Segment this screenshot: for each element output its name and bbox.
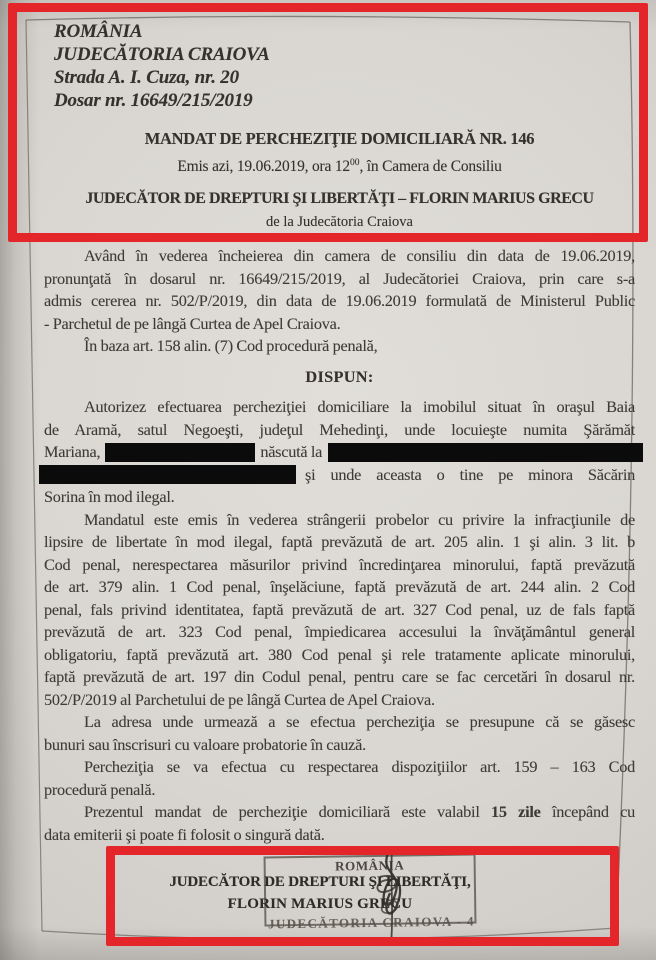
- text-line: Mandatul este emis în vederea strângerii probelor cu privire la infracţiunile de: [84, 509, 635, 529]
- text-line: pronunţată în dosarul nr. 16649/215/2019, al Judecătoriei Craiova, prin care s-a: [44, 268, 635, 288]
- text-line: Având în vederea încheierea din camera de consiliu din data de 19.06.2019,: [84, 246, 635, 265]
- redaction-bar: [39, 465, 296, 484]
- text-line: data emiterii şi poate fi folosit o singură dată.: [44, 824, 325, 844]
- text-line: 502/P/2019 al Parchetului de pe lângă Curtea de Apel Craiova.: [44, 689, 435, 709]
- text-line: lipsire de libertate în mod ilegal, faptă prevăzută de art. 205 alin. 1 şi alin. 3 lit. b: [44, 532, 635, 551]
- redaction-bar: [105, 443, 255, 462]
- redacted-text-line: [44, 441, 635, 464]
- text-line: Sorina în mod ilegal.: [44, 487, 175, 506]
- validity-period: 15 zile: [490, 802, 541, 821]
- text-fragment: începând cu: [552, 802, 636, 821]
- text-line: de Aramă, satul Negoeşti, judeţul Mehedinţi, unde locuieşte numita Şărămăt: [44, 419, 635, 439]
- signature-role-line: JUDECĂTOR DE DREPTURI ŞI LIBERTĂŢI,: [169, 874, 471, 890]
- text-line: bunuri sau înscrisuri cu valoare probatorie în cauză.: [44, 734, 366, 754]
- text-line: Cod penal, nerespectarea măsurilor privind încredinţarea minorului, faptă prevăzută: [44, 554, 635, 574]
- issued-prefix: Emis azi, 19.06.2019, ora 12: [177, 158, 350, 176]
- dispun-heading: DISPUN:: [305, 366, 374, 386]
- letterhead-address: Strada A. I. Cuza, nr. 20: [54, 67, 239, 88]
- text-line: La adresa unde urmează a se efectua percheziţia se presupune că se găsesc: [84, 712, 635, 731]
- issued-hour-superscript: 00: [349, 158, 360, 168]
- text-fragment: Prezentul mandat de percheziţie domiciliară este valabil: [84, 802, 480, 821]
- annotation-box-signature: [106, 846, 619, 946]
- stamp-country-label: ROMÂNIA: [334, 857, 405, 874]
- text-line: [44, 801, 635, 824]
- text-line: - Parchetul de pe lângă Curtea de Apel Craiova.: [44, 313, 341, 333]
- text-line: prevăzută de art. 323 Cod penal, împiedicarea accesului la învăţământul general: [44, 622, 635, 641]
- document-title: MANDAT DE PERCHEZIŢIE DOMICILIARĂ NR. 146: [144, 129, 535, 148]
- text-line: procedură penală.: [44, 779, 156, 799]
- text-line: admis cererea nr. 502/P/2019, din data de 19.06.2019 formulată de Ministerul Public: [44, 291, 635, 310]
- letterhead-country: ROMÂNIA: [54, 21, 143, 42]
- document-body: [44, 245, 635, 846]
- annotation-box-header: [8, 3, 648, 242]
- redaction-bar: [328, 443, 643, 462]
- text-line: obligatoriu, faptă prevăzută art. 380 Cod penal şi rele tratamente aplicate minorului,: [44, 644, 635, 664]
- text-line: de art. 379 alin. 1 Cod penal, înşelăciune, faptă prevăzută de art. 244 alin. 2 Cod: [44, 577, 635, 596]
- redacted-text-line: [44, 464, 635, 487]
- issued-suffix: , în Camera de Consiliu: [359, 158, 502, 176]
- text-line: Percheziţia se va efectua cu respectarea dispoziţiilor art. 159 – 163 Cod: [84, 757, 635, 776]
- text-line: faptă prevăzută de art. 197 din Codul penal, pentru care se fac cercetări în dosarul nr.: [44, 667, 635, 686]
- judge-title-line: JUDECĂTOR DE DREPTURI ŞI LIBERTĂŢI – FLORIN MARIUS GRECU: [85, 190, 594, 208]
- signature-name-line: FLORIN MARIUS GRECU: [227, 896, 413, 912]
- letterhead-court: JUDECĂTORIA CRAIOVA: [54, 44, 270, 65]
- text-line: În baza art. 158 alin. (7) Cod procedură penală,: [84, 336, 378, 355]
- text-fragment: născută la: [260, 442, 323, 461]
- text-line: penal, fals privind identitatea, faptă prevăzută de art. 327 Cod penal, uz de fals faptă: [44, 599, 635, 619]
- text-line: Autorizez efectuarea percheziţiei domiciliare la imobilul situat în oraşul Baia: [84, 397, 635, 416]
- stamp-court-label: JUDECĂTORIA CRAIOVA - 4: [267, 913, 475, 932]
- text-fragment: şi unde aceasta o tine pe minora Săcărin: [305, 464, 635, 484]
- text-fragment: Mariana,: [44, 442, 101, 461]
- judge-subtitle: de la Judecătoria Craiova: [266, 214, 413, 231]
- letterhead-case-number: Dosar nr. 16649/215/2019: [54, 90, 253, 111]
